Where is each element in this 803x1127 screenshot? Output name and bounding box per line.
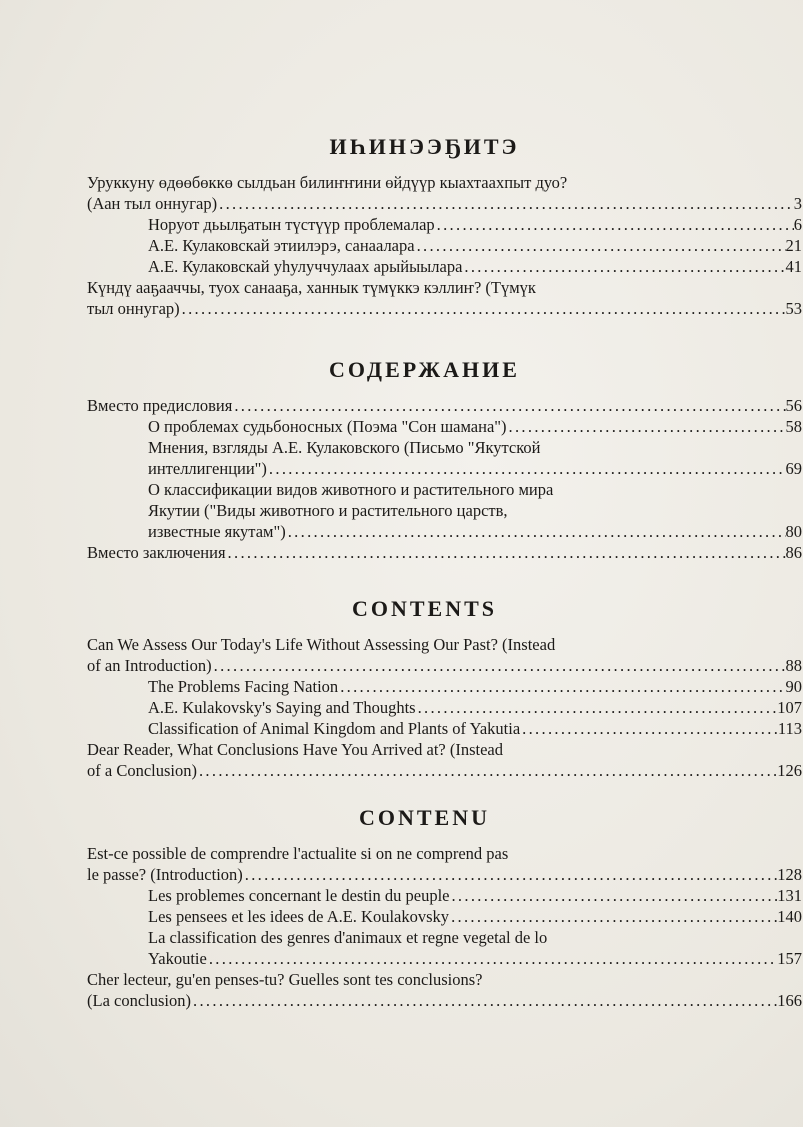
toc-entry <box>87 277 802 319</box>
toc-entry-line <box>87 990 802 1011</box>
toc-entry-line <box>87 697 802 718</box>
toc-entry-line <box>87 676 802 697</box>
entry-title-text: Can We Assess Our Today's Life Without Assessing Our Past? (Instead <box>87 635 556 654</box>
entry-title-text: Мнения, взгляды А.Е. Кулаковского (Письмо "Якутской <box>148 438 541 457</box>
toc-section-yakut <box>87 132 802 319</box>
toc-entry-line <box>87 948 802 969</box>
toc-section-french <box>87 803 802 1011</box>
entry-title-text: Les pensees et les idees de A.E. Koulakovsky <box>148 907 450 926</box>
entry-title-text: Les problemes concernant le destin du peuple <box>148 886 450 905</box>
toc-entry <box>87 214 802 235</box>
toc-entry-line <box>87 655 802 676</box>
entry-title-text: Якутии ("Виды животного и растительного царств, <box>148 501 508 520</box>
toc-entry-line <box>87 437 802 458</box>
page-number: 80 <box>785 522 802 541</box>
toc-entry <box>87 256 802 277</box>
toc-entry-line <box>87 906 802 927</box>
section-heading: СОДЕРЖАНИЕ <box>329 357 520 382</box>
page-number: 166 <box>777 991 802 1010</box>
toc-section-english <box>87 594 802 781</box>
toc-entry-line <box>87 521 802 542</box>
page-number: 21 <box>785 236 802 255</box>
toc-entry <box>87 437 802 479</box>
toc-entry <box>87 676 802 697</box>
toc-entry <box>87 906 802 927</box>
entry-title-text: of a Conclusion) <box>87 761 197 780</box>
entry-title-text: Уруккуну өдөөбөккө сылдьан билиҥҥини өйдүүр кыахтаахпыт дуо? <box>87 173 568 192</box>
dot-leader <box>243 864 777 885</box>
page-number: 86 <box>785 543 802 562</box>
entry-title-text: of an Introduction) <box>87 656 212 675</box>
toc-entry-line <box>87 885 802 906</box>
dot-leader <box>415 235 786 256</box>
page-number: 140 <box>777 907 802 926</box>
dot-leader <box>217 193 794 214</box>
toc-entry-line <box>87 395 802 416</box>
page-number: 113 <box>777 719 802 738</box>
toc-entry-line <box>87 927 802 948</box>
entry-title-text: интеллигенции") <box>148 459 267 478</box>
toc-entry-line <box>87 214 802 235</box>
entry-title-text: La classification des genres d'animaux et regne vegetal de lo <box>148 928 548 947</box>
entry-title-text: (Аан тыл оннугар) <box>87 194 218 213</box>
toc-entry <box>87 172 802 214</box>
page-number: 56 <box>785 396 802 415</box>
page-number: 6 <box>793 215 802 234</box>
toc-section-russian <box>87 355 802 563</box>
toc-entry <box>87 843 802 885</box>
toc-entry-line <box>87 193 802 214</box>
dot-leader <box>180 298 786 319</box>
entry-title-text: Күндү ааҕааччы, туох санааҕа, ханнык түмүккэ кэллиҥ? (Түмүк <box>87 278 536 297</box>
dot-leader <box>212 655 786 676</box>
toc-entry-line <box>87 298 802 319</box>
dot-leader <box>232 395 785 416</box>
toc-entry <box>87 395 802 416</box>
toc-entry-line <box>87 739 802 760</box>
section-heading: CONTENTS <box>351 596 498 621</box>
entry-title-text: Вместо предисловия <box>87 396 233 415</box>
entry-title-text: Dear Reader, What Conclusions Have You Arrived at? (Instead <box>87 740 504 759</box>
toc-entry <box>87 479 802 542</box>
entry-title-text: Est-ce possible de comprendre l'actualite si on ne comprend pas <box>87 844 509 863</box>
toc-entry <box>87 416 802 437</box>
toc-entry <box>87 634 802 676</box>
dot-leader <box>449 906 777 927</box>
dot-leader <box>197 760 777 781</box>
page-number: 41 <box>785 257 802 276</box>
entry-title-text: Classification of Animal Kingdom and Plants of Yakutia <box>148 719 521 738</box>
toc-entry-line <box>87 542 802 563</box>
dot-leader <box>520 718 778 739</box>
entry-title-text: О проблемах судьбоносных (Поэма "Сон шамана") <box>148 417 507 436</box>
dot-leader <box>507 416 786 437</box>
toc-entry <box>87 927 802 969</box>
page-number: 90 <box>785 677 802 696</box>
page-number: 157 <box>777 949 802 968</box>
entry-title-text: (La conclusion) <box>87 991 192 1010</box>
page-number: 3 <box>793 194 802 213</box>
dot-leader <box>449 885 777 906</box>
page-number: 53 <box>785 299 802 318</box>
entry-title-text: Вместо заключения <box>87 543 226 562</box>
page-number: 69 <box>785 459 802 478</box>
toc-entry-line <box>87 969 802 990</box>
page-number: 107 <box>777 698 802 717</box>
dot-leader <box>286 521 786 542</box>
toc-entry-line <box>87 864 802 885</box>
entry-title-text: Норуот дьылҕатын түстүүр проблемалар <box>148 215 435 234</box>
section-heading: CONTENU <box>358 805 490 830</box>
toc-entry-line <box>87 634 802 655</box>
toc-entry-line <box>87 500 802 521</box>
toc-entry <box>87 885 802 906</box>
toc-entry-line <box>87 718 802 739</box>
toc-entry-line <box>87 479 802 500</box>
entry-title-text: А.Е. Кулаковскай уһулуччулаах арыйыылара <box>148 257 463 276</box>
entry-title-text: тыл оннугар) <box>87 299 180 318</box>
page-number: 131 <box>777 886 802 905</box>
entry-title-text: известные якутам") <box>148 522 286 541</box>
toc-entry <box>87 739 802 781</box>
toc-entry <box>87 697 802 718</box>
dot-leader <box>207 948 777 969</box>
toc-entry-line <box>87 760 802 781</box>
toc-entry-line <box>87 256 802 277</box>
toc-entry-line <box>87 843 802 864</box>
toc-entry-line <box>87 277 802 298</box>
toc-entry-line <box>87 458 802 479</box>
page-number: 88 <box>785 656 802 675</box>
page-number: 126 <box>777 761 802 780</box>
dot-leader <box>416 697 778 718</box>
toc-entry-line <box>87 172 802 193</box>
dot-leader <box>435 214 794 235</box>
section-heading: ИҺИНЭЭҔИТЭ <box>329 134 520 159</box>
dot-leader <box>338 676 785 697</box>
dot-leader <box>267 458 786 479</box>
page-number: 58 <box>785 417 802 436</box>
entry-title-text: A.E. Kulakovsky's Saying and Thoughts <box>148 698 416 717</box>
page-number: 128 <box>777 865 802 884</box>
entry-title-text: А.Е. Кулаковскай этиилэрэ, санаалара <box>148 236 415 255</box>
dot-leader <box>226 542 786 563</box>
toc-entry-line <box>87 416 802 437</box>
toc-entry <box>87 718 802 739</box>
toc-entry-line <box>87 235 802 256</box>
toc-entry <box>87 969 802 1011</box>
entry-title-text: Yakoutie <box>148 949 207 968</box>
entry-title-text: The Problems Facing Nation <box>148 677 339 696</box>
toc-entry <box>87 542 802 563</box>
entry-title-text: le passe? (Introduction) <box>87 865 243 884</box>
entry-title-text: О классификации видов животного и растительного мира <box>148 480 554 499</box>
toc-entry <box>87 235 802 256</box>
dot-leader <box>462 256 785 277</box>
dot-leader <box>191 990 777 1011</box>
entry-title-text: Cher lecteur, gu'en penses-tu? Guelles sont tes conclusions? <box>87 970 483 989</box>
